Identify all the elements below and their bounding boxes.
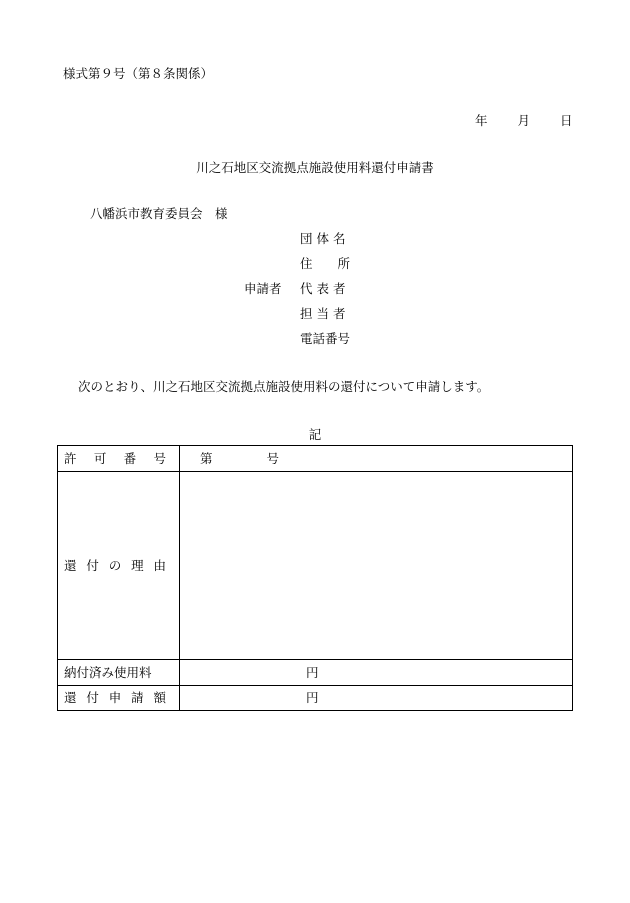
date-year: 年 bbox=[475, 113, 488, 128]
refund-reason-field[interactable] bbox=[180, 472, 573, 660]
table-row-permit bbox=[58, 446, 573, 472]
permit-suffix: 号 bbox=[266, 450, 280, 466]
paid-fee-field[interactable] bbox=[180, 660, 573, 686]
refund-details-table bbox=[57, 445, 573, 711]
refund-reason-label: 還 付 の 理 由 bbox=[58, 472, 180, 660]
date-month: 月 bbox=[517, 113, 531, 128]
refund-amount-field[interactable] bbox=[180, 686, 573, 711]
table-row-refund-amount bbox=[58, 686, 573, 711]
document-title: 川之石地区交流拠点施設使用料還付申請書 bbox=[196, 160, 434, 175]
table-row-reason bbox=[58, 472, 573, 660]
permit-prefix: 第 bbox=[200, 450, 213, 466]
table-row-paid-fee bbox=[58, 660, 573, 686]
refund-amount-unit: 円 bbox=[306, 690, 319, 705]
paid-fee-unit: 円 bbox=[306, 664, 319, 680]
date-line bbox=[475, 113, 573, 129]
applicant-field-contact-person: 担 当 者 bbox=[300, 306, 346, 321]
ki-heading: 記 bbox=[308, 427, 322, 442]
permit-number-label: 許 可 番 号 bbox=[58, 446, 180, 472]
applicant-field-phone: 電話番号 bbox=[300, 331, 351, 346]
applicant-label: 申請者 bbox=[244, 281, 282, 296]
date-day: 日 bbox=[560, 113, 573, 128]
refund-amount-label: 還 付 申 請 額 bbox=[58, 686, 180, 711]
applicant-field-representative: 代 表 者 bbox=[300, 281, 346, 296]
body-text: 次のとおり、川之石地区交流拠点施設使用料の還付について申請します。 bbox=[78, 379, 490, 394]
form-number: 様式第９号（第８条関係） bbox=[63, 66, 214, 81]
applicant-field-address: 住 所 bbox=[300, 256, 351, 271]
paid-fee-label: 納付済み使用料 bbox=[58, 660, 180, 686]
applicant-field-group-name: 団 体 名 bbox=[300, 231, 346, 246]
permit-number-field[interactable] bbox=[180, 446, 573, 472]
addressee: 八幡浜市教育委員会 様 bbox=[90, 206, 228, 221]
